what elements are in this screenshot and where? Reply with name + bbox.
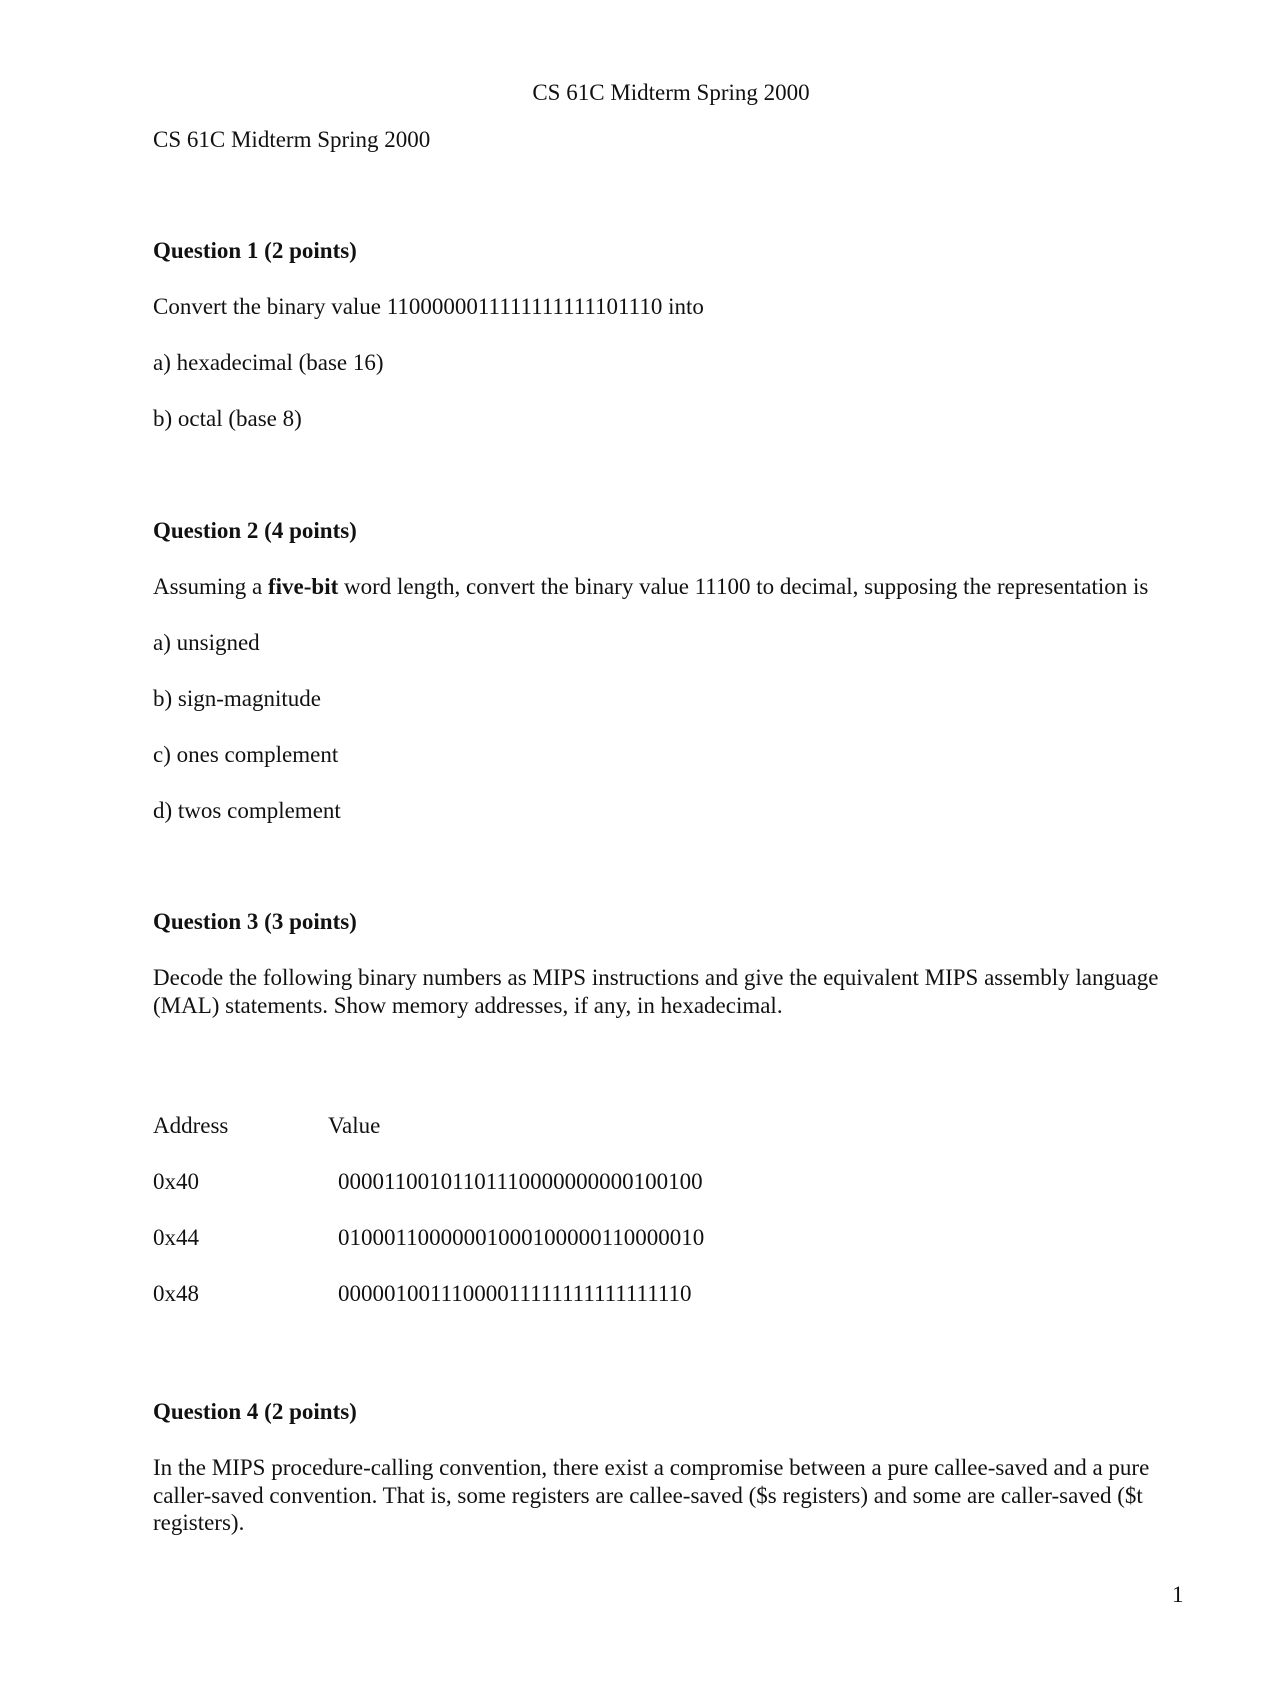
table-row-value: 00001100101101110000000000100100 [338,1169,703,1194]
question-2-heading: Question 2 (4 points) [153,518,357,543]
question-3-heading: Question 3 (3 points) [153,909,357,934]
question-2-prompt-emphasis: five-bit [268,574,339,599]
page-number: 1 [1172,1582,1184,1607]
question-4-prompt: In the MIPS procedure-calling convention, there exist a compromise between a pure callee-saved and a pure caller-saved convention. That is, some registers are callee-saved ($s registers) and some are caller-saved ($t registers). [153,1455,1150,1536]
table-row-address: 0x44 [153,1225,199,1250]
table-row-address: 0x40 [153,1169,199,1194]
question-2-prompt-end: word length, convert the binary value 11100 to decimal, supposing the representation is [338,574,1149,599]
running-header: CS 61C Midterm Spring 2000 [532,80,810,105]
question-1-part-b: b) octal (base 8) [153,406,302,431]
question-2-part-c: c) ones complement [153,742,339,767]
question-2-part-b: b) sign-magnitude [153,686,321,711]
table-header-address: Address [153,1113,229,1138]
question-2-part-d: d) twos complement [153,798,341,823]
document-title: CS 61C Midterm Spring 2000 [153,127,431,152]
table-header-value: Value [328,1113,381,1138]
question-2-prompt [153,573,1148,601]
table-row-value: 00000100111000011111111111111110 [338,1281,692,1306]
question-1-part-a: a) hexadecimal (base 16) [153,350,384,375]
table-row-address: 0x48 [153,1281,199,1306]
question-4-heading: Question 4 (2 points) [153,1399,357,1424]
table-row-value: 01000110000001000100000110000010 [338,1225,705,1250]
question-2-part-a: a) unsigned [153,630,260,655]
question-1-heading: Question 1 (2 points) [153,238,357,263]
question-2-prompt-start: Assuming a [153,574,268,599]
question-1-prompt: Convert the binary value 1100000011111111111101110 into [153,294,704,319]
question-3-prompt: Decode the following binary numbers as MIPS instructions and give the equivalent MIPS assembly language (MAL) statements. Show memory addresses, if any, in hexadecimal. [153,965,1159,1018]
